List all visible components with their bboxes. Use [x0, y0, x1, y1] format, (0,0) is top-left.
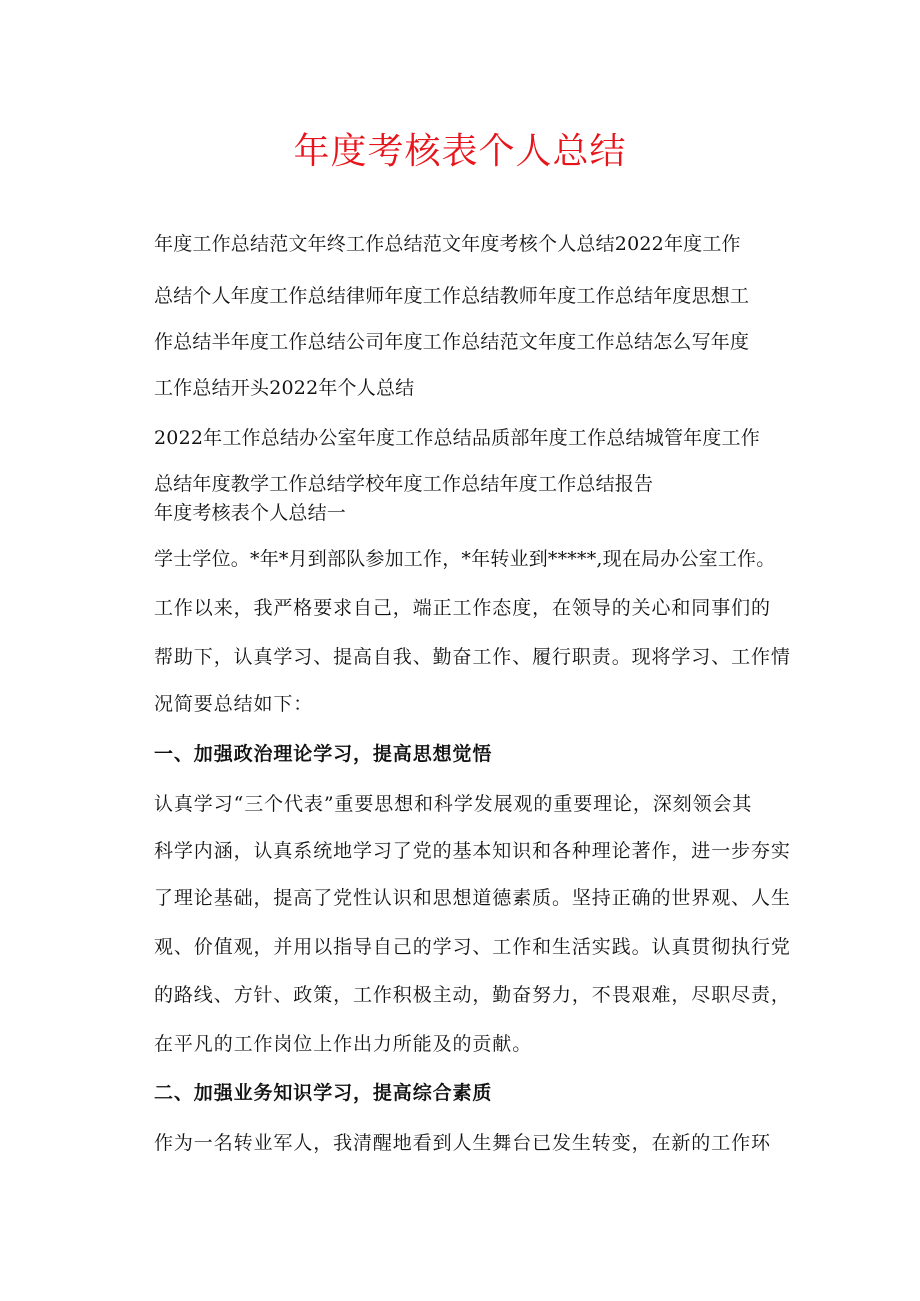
paragraph-line: 作为一名转业军人，我清醒地看到人生舞台已发生转变，在新的工作环 [154, 1132, 771, 1154]
paragraph-line: 帮助下，认真学习、提高自我、勤奋工作、履行职责。现将学习、工作情 [154, 646, 791, 668]
section-heading: 年度考核表个人总结一 [154, 502, 347, 524]
text-line: 总结个人年度工作总结律师年度工作总结教师年度工作总结年度思想工 [154, 285, 750, 307]
text-line: 2022年工作总结办公室年度工作总结品质部年度工作总结城管年度工作 [154, 427, 760, 449]
document-title: 年度考核表个人总结 [293, 131, 627, 172]
paragraph-line: 况简要总结如下： [154, 693, 314, 715]
text-line: 作总结半年度工作总结公司年度工作总结范文年度工作总结怎么写年度 [154, 331, 750, 353]
paragraph-line: 在平凡的工作岗位上作出力所能及的贡献。 [154, 1033, 533, 1055]
paragraph-line: 的路线、方针、政策，工作积极主动，勤奋努力，不畏艰难，尽职尽责， [154, 984, 791, 1006]
paragraph-line: 科学内涵，认真系统地学习了党的基本知识和各种理论著作，进一步夯实 [154, 840, 791, 862]
paragraph-line: 了理论基础，提高了党性认识和思想道德素质。坚持正确的世界观、人生 [154, 887, 791, 909]
paragraph-line: 学士学位。*年*月到部队参加工作，*年转业到*****,现在局办公室工作。 [154, 548, 776, 570]
text-line: 年度工作总结范文年终工作总结范文年度考核个人总结2022年度工作 [154, 233, 741, 255]
paragraph-line: 观、价值观，并用以指导自己的学习、工作和生活实践。认真贯彻执行党 [154, 936, 791, 958]
heading-political-study: 一、加强政治理论学习，提高思想觉悟 [154, 743, 493, 765]
text-line: 工作总结开头2022年个人总结 [154, 377, 415, 399]
text-line: 总结年度教学工作总结学校年度工作总结年度工作总结报告 [154, 473, 654, 495]
paragraph-line: 认真学习“三个代表”重要思想和科学发展观的重要理论，深刻领会其 [154, 793, 753, 815]
heading-business-study: 二、加强业务知识学习，提高综合素质 [154, 1082, 493, 1104]
paragraph-line: 工作以来，我严格要求自己，端正工作态度，在领导的关心和同事们的 [154, 597, 771, 619]
